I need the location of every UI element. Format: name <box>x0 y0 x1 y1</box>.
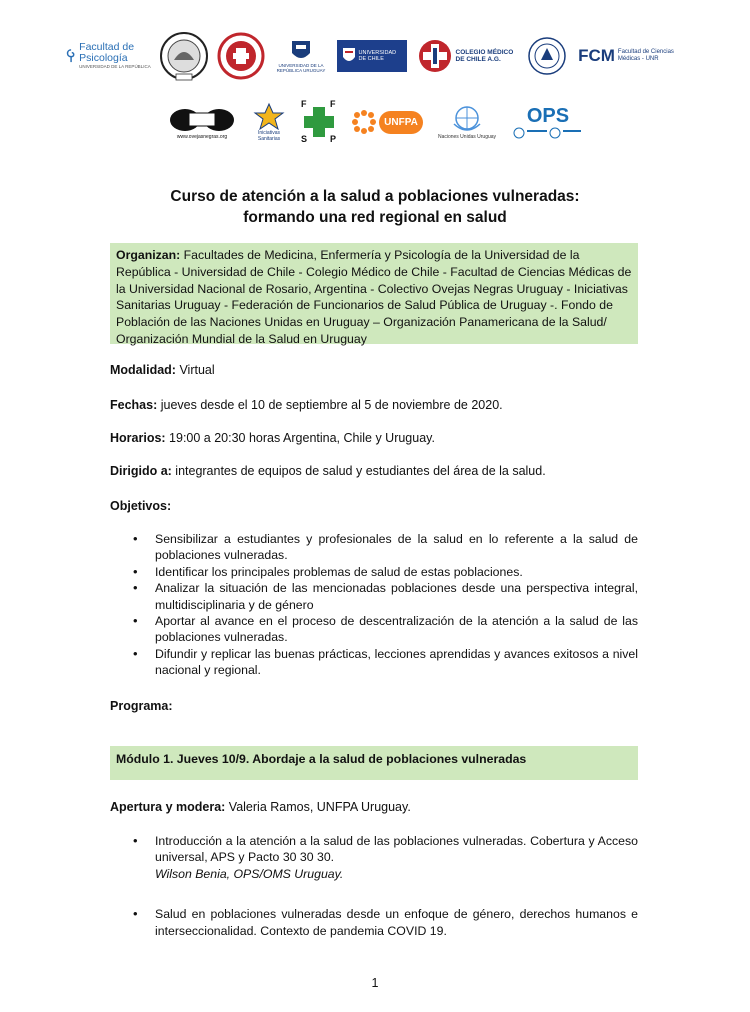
iniciativas-name: Iniciativas Sanitarias <box>257 130 281 142</box>
horarios-label: Horarios: <box>110 431 166 445</box>
logo-iniciativas <box>248 102 290 142</box>
programa-heading <box>110 698 173 714</box>
udelar-crest-icon <box>290 39 312 63</box>
title-line-1: Curso de atención a la salud a poblaciones vulneradas: <box>170 188 580 205</box>
modalidad-value: Virtual <box>175 363 215 377</box>
apertura-field <box>110 799 411 815</box>
objetivos-heading <box>110 498 171 514</box>
unfpa-dots-icon <box>349 107 379 137</box>
modulo-1-list <box>110 833 638 963</box>
ffsp-letter-1: F <box>301 99 307 109</box>
unfpa-name: UNFPA <box>379 111 423 134</box>
logos-row-bottom <box>0 94 750 150</box>
un-globe-icon <box>451 104 483 134</box>
logos-row-top <box>0 24 750 88</box>
udelar-name: UNIVERSIDAD DE LA REPÚBLICA URUGUAY <box>276 62 326 73</box>
objetivos-label: Objetivos: <box>110 499 172 513</box>
unr-seal-icon <box>527 36 567 76</box>
list-item-text: Introducción a la atención a la salud de las poblaciones vulneradas. Cobertura y Acceso universal, APS y Pacto 30 30 30. <box>155 834 638 865</box>
logo-seal-enfermeria <box>217 32 265 80</box>
logo-udelar <box>273 39 329 74</box>
psicologia-sub: UNIVERSIDAD DE LA REPÚBLICA <box>79 64 151 69</box>
sheep-icon <box>167 104 237 134</box>
list-item <box>110 906 638 939</box>
ops-emblems-icon <box>513 127 583 139</box>
list-item-text: Salud en poblaciones vulneradas desde un enfoque de género, derechos humanos e interseccionalidad. Contexto de pandemia COVID 19. <box>155 907 638 938</box>
logo-colegio-medico <box>415 38 519 74</box>
ffsp-letter-4: P <box>330 134 337 144</box>
logo-unfpa <box>348 107 424 137</box>
logo-uchile <box>337 40 407 72</box>
apertura-label: Apertura y modera: <box>110 800 226 814</box>
ffsp-letter-3: S <box>301 134 308 144</box>
modalidad-field <box>110 362 215 378</box>
dirigido-label: Dirigido a: <box>110 464 172 478</box>
apertura-value: Valeria Ramos, UNFPA Uruguay. <box>225 800 411 814</box>
fechas-field <box>110 397 503 413</box>
logo-ovejas-negras <box>164 104 240 140</box>
fechas-value: jueves desde el 10 de septiembre al 5 de noviembre de 2020. <box>157 398 503 412</box>
dirigido-field <box>110 463 546 479</box>
seal-icon <box>159 30 209 82</box>
star-icon <box>252 102 286 130</box>
uchile-name: UNIVERSIDAD DE CHILE <box>358 50 397 62</box>
modulo-1-heading: Módulo 1. Jueves 10/9. Abordaje a la salud de poblaciones vulneradas <box>110 746 638 780</box>
horarios-value: 19:00 a 20:30 horas Argentina, Chile y Uruguay. <box>165 431 435 445</box>
fechas-label: Fechas: <box>110 398 158 412</box>
speaker-name: Wilson Benia, OPS/OMS Uruguay. <box>155 866 344 881</box>
organizan-text: Facultades de Medicina, Enfermería y Psicología de la Universidad de la República - Universidad de Chile - Colegio Médico de Chile - Facultad de Ciencias Médicas de la Universidad Nacional de Rosario, Argentina - Colectivo Ovejas Negras Uruguay - Iniciativas Sanitarias Uruguay - Federación de Funcionarios de Salud Pública de Uruguay -. Fondo de Población de las Naciones Unidas en Uruguay – Organización Panamericana de la Salud/ Organización Mundial de la Salud en Uruguay <box>116 248 632 346</box>
horarios-field <box>110 430 435 446</box>
list-item: • Analizar la situación de las mencionadas poblaciones desde una perspectiva integral, multidisciplinaria y de género <box>110 580 638 613</box>
list-item <box>110 833 638 882</box>
logo-seal-medicina <box>159 30 209 82</box>
colegio-name: COLEGIO MÉDICO DE CHILE A.G. <box>455 48 514 63</box>
list-item: • Aportar al avance en el proceso de descentralización de la atención a la salud de las poblaciones vulneradas. <box>110 613 638 646</box>
ovejas-url: www.ovejasnegras.org <box>176 134 228 140</box>
logo-facultad-psicologia <box>65 42 151 70</box>
title-line-2: formando una red regional en salud <box>243 209 507 226</box>
red-seal-icon <box>217 32 265 80</box>
list-item: • Identificar los principales problemas de salud de estas poblaciones. <box>110 564 638 580</box>
logo-fcm-unr <box>575 47 685 65</box>
fcm-sub: Facultad de Ciencias Médicas - UNR <box>617 49 674 62</box>
objetivos-list <box>110 531 638 679</box>
document-title <box>0 186 750 228</box>
psicologia-name: Facultad de Psicología <box>79 41 135 64</box>
uchile-crest-icon <box>342 47 356 65</box>
modalidad-label: Modalidad: <box>110 363 176 377</box>
list-item: • Difundir y replicar las buenas prácticas, lecciones aprendidas y avances exitosos a nivel nacional y regional. <box>110 646 638 679</box>
list-item: • Sensibilizar a estudiantes y profesionales de la salud en lo referente a la salud de poblaciones vulneradas. <box>110 531 638 564</box>
organizan-label: Organizan: <box>116 248 181 262</box>
ops-name: OPS <box>526 105 570 127</box>
dirigido-value: integrantes de equipos de salud y estudiantes del área de la salud. <box>171 464 546 478</box>
logo-unr-seal <box>527 36 567 76</box>
logo-ops <box>510 105 586 139</box>
fcm-name: FCM <box>578 46 615 65</box>
onu-name: Naciones Unidas Uruguay <box>437 134 497 140</box>
colegio-cross-icon <box>417 38 453 74</box>
page-number: 1 <box>371 976 379 990</box>
logo-ffsp <box>298 99 340 145</box>
logo-onu-uruguay <box>432 104 502 140</box>
organizan-box <box>110 243 638 344</box>
psicologia-emblem-icon <box>65 45 77 67</box>
programa-label: Programa: <box>110 699 173 713</box>
ffsp-letter-2: F <box>330 99 336 109</box>
